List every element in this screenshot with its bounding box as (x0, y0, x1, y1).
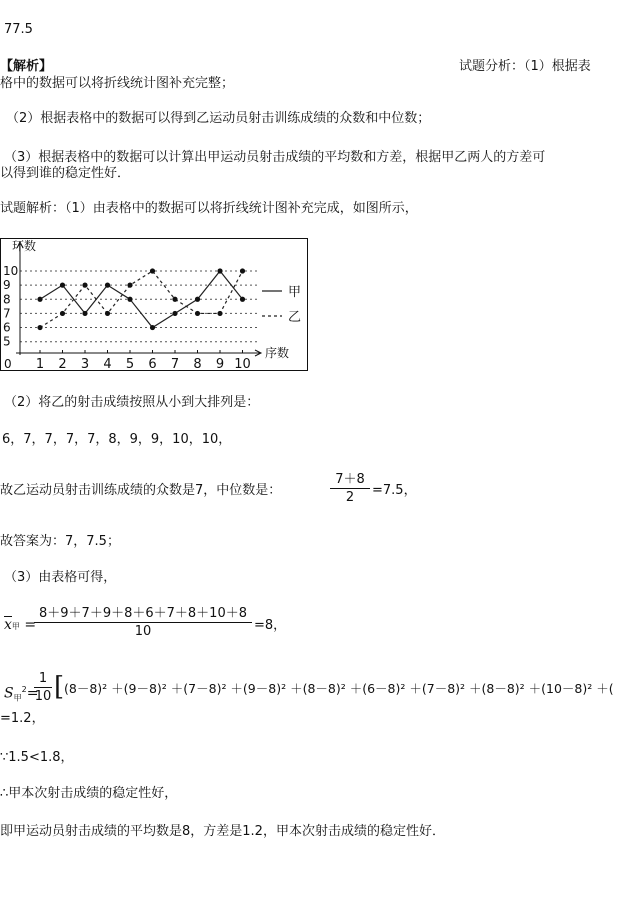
variance-bracket: [ (54, 672, 65, 702)
data-point (240, 297, 245, 302)
x-tick-label: 2 (58, 357, 67, 371)
solution-step3: （3）由表格可得， (4, 570, 117, 585)
mean-numerator: 8＋9＋7＋9＋8＋6＋7＋8＋10＋8 (34, 606, 252, 623)
line-chart (0, 238, 308, 371)
therefore-line: ∴甲本次射击成绩的稳定性好， (0, 786, 178, 801)
median-result: =7.5， (372, 483, 417, 498)
because-line: ∵1.5<1.8， (0, 750, 74, 765)
variance-coef-denominator: 10 (34, 689, 52, 704)
data-point (60, 283, 65, 288)
data-point (240, 268, 245, 273)
data-point (37, 325, 42, 330)
legend-label: 乙 (288, 310, 302, 325)
data-point (172, 297, 177, 302)
x-tick-label: 8 (193, 357, 202, 371)
variance-terms: (8－8)² ＋(9－8)² ＋(7－8)² ＋(9－8)² ＋(8－8)² ＋(6－8)² ＋(7－8)² ＋(8－8)² ＋(10－8)² ＋( (64, 681, 614, 696)
data-point (82, 283, 87, 288)
data-point (82, 311, 87, 316)
y-axis-title: 环数 (12, 239, 37, 253)
data-point (195, 311, 200, 316)
x-tick-label: 1 (35, 357, 45, 371)
data-point (60, 311, 65, 316)
analysis-intro-line2: 格中的数据可以将折线统计图补充完整； (0, 76, 235, 91)
median-denominator: 2 (345, 490, 355, 505)
data-point (217, 268, 222, 273)
x-tick-label: 5 (125, 357, 135, 371)
data-point (37, 297, 42, 302)
mode-median-text: 故乙运动员射击训练成绩的众数是7，中位数是： (0, 483, 282, 498)
data-point (127, 297, 132, 302)
variance-symbol: $S_甲^2=$ (4, 685, 39, 703)
y-tick-label: 10 (3, 264, 19, 278)
x-tick-label: 3 (80, 357, 90, 371)
median-numerator: 7＋8 (330, 472, 370, 489)
data-point (150, 325, 155, 330)
x-tick-label: 7 (170, 357, 180, 371)
x-tick-label: 10 (234, 357, 251, 371)
analysis-point2: （2）根据表格中的数据可以得到乙运动员射击训练成绩的众数和中位数； (6, 111, 431, 126)
variance-result: =1.2， (0, 711, 45, 726)
mean-symbol: x甲 = (4, 617, 37, 633)
y-tick-label: 7 (3, 306, 11, 321)
solution-intro: 试题解析：（1）由表格中的数据可以将折线统计图补充完成，如图所示， (0, 201, 418, 216)
y-tick-label: 5 (3, 334, 11, 349)
mean-denominator: 10 (134, 624, 152, 639)
variance-coef-numerator: 1 (34, 671, 52, 688)
y-tick-label: 6 (3, 320, 11, 335)
y-tick-label: 9 (3, 278, 11, 293)
variance-coefficient (34, 671, 52, 706)
conclusion-line: 即甲运动员射击成绩的平均数是8，方差是1.2，甲本次射击成绩的稳定性好． (0, 824, 445, 839)
x-axis-title: 序数 (265, 346, 290, 360)
answer-header: 77.5 (4, 22, 33, 37)
data-point (150, 268, 155, 273)
analysis-intro-right: 试题分析：（1）根据表 (459, 59, 591, 74)
origin-label: 0 (4, 357, 12, 371)
x-tick-label: 6 (148, 357, 157, 371)
y-tick-label: 8 (3, 292, 11, 307)
data-point (105, 311, 110, 316)
data-point (195, 297, 200, 302)
median-fraction (330, 472, 370, 507)
data-point (127, 283, 132, 288)
data-point (172, 311, 177, 316)
analysis-point3-line2: 以得到谁的稳定性好． (0, 166, 131, 181)
x-tick-label: 9 (215, 357, 225, 371)
mean-fraction (34, 606, 252, 641)
data-point (105, 283, 110, 288)
x-tick-label: 4 (103, 357, 112, 371)
legend-label: 甲 (288, 285, 302, 300)
data-point (217, 311, 222, 316)
sorted-scores: 6，7，7，7，7，8，9，9，10，10， (2, 432, 232, 447)
analysis-title: 【解析】 (0, 59, 53, 74)
analysis-point3-line1: （3）根据表格中的数据可以计算出甲运动员射击成绩的平均数和方差，根据甲乙两人的方差可 (4, 150, 546, 165)
final-answer: 故答案为：7，7.5； (0, 534, 120, 549)
solution-step2: （2）将乙的射击成绩按照从小到大排列是： (4, 395, 260, 410)
mean-result: =8， (254, 618, 287, 633)
